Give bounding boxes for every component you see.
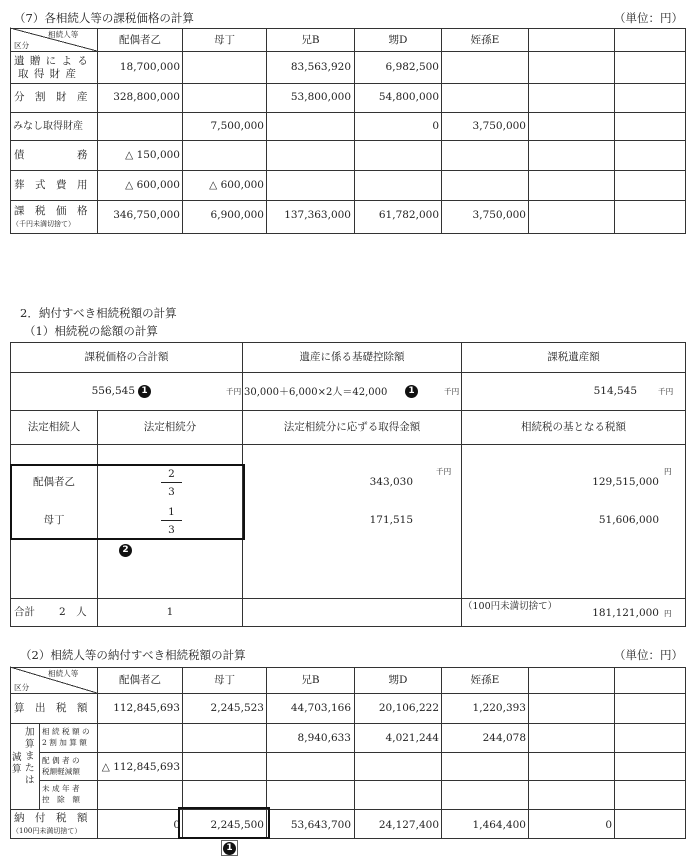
marker-2: 2 bbox=[119, 544, 132, 557]
vertical-label-char: 算 bbox=[25, 739, 35, 750]
taxable-value-cell: 346,750,000 bbox=[113, 209, 180, 221]
adjustment-cell: 244,078 bbox=[482, 732, 526, 744]
header-base-tax: 相続税の基となる税額 bbox=[521, 421, 626, 433]
header-heirs-label: 相続人等 bbox=[48, 669, 79, 678]
header-legal-share: 法定相続分 bbox=[143, 421, 197, 433]
subsection-title: （1）相続税の総額の計算 bbox=[24, 324, 158, 338]
heir-header: 甥D bbox=[388, 674, 408, 686]
heir-header: 姪孫E bbox=[470, 34, 500, 46]
payable-tax-cell: 0 bbox=[173, 819, 180, 831]
calculated-tax-cell: 44,703,166 bbox=[290, 702, 351, 714]
unit-label: 千円 bbox=[658, 387, 674, 396]
section-title-taxable-value: （7）各相続人等の課税価格の計算 bbox=[14, 11, 194, 25]
taxable-value-cell: △ 150,000 bbox=[125, 149, 180, 161]
payable-tax-cell: 24,127,400 bbox=[378, 819, 439, 831]
share-denominator: 3 bbox=[168, 486, 175, 498]
payable-tax-cell: 2,245,500 bbox=[210, 819, 264, 831]
row-label: 課 税 価 格 bbox=[14, 205, 88, 217]
header-category-label: 区分 bbox=[14, 683, 30, 692]
taxable-value-cell: 137,363,000 bbox=[284, 209, 351, 221]
header-heirs-label: 相続人等 bbox=[48, 30, 79, 39]
unit-label: （単位：円） bbox=[614, 11, 683, 25]
highlight-box-mother-tax bbox=[178, 807, 270, 839]
rounding-note: （100円未満切捨て） bbox=[463, 601, 558, 612]
vertical-label-char: 算 bbox=[12, 764, 22, 775]
unit-label: （単位：円） bbox=[614, 648, 683, 662]
unit-label: 円 bbox=[664, 609, 672, 618]
header-total-taxable: 課税価格の合計額 bbox=[84, 351, 169, 363]
row-label: 税額軽減額 bbox=[42, 767, 80, 776]
share-numerator: 1 bbox=[168, 506, 175, 518]
marker-1-box bbox=[221, 840, 238, 856]
sum-heir-count: 2 人 bbox=[59, 606, 87, 618]
row-label-note: （千円未満切捨て） bbox=[12, 220, 75, 228]
legal-heir-name: 母丁 bbox=[43, 514, 65, 526]
heir-header: 母丁 bbox=[214, 674, 235, 686]
unit-label: 千円 bbox=[226, 387, 242, 396]
highlight-box-heirs bbox=[10, 464, 245, 540]
adjustment-cell: 8,940,633 bbox=[297, 732, 351, 744]
heir-header: 甥D bbox=[388, 34, 408, 46]
taxable-value-cell: 54,800,000 bbox=[378, 91, 439, 103]
header-taxable-estate: 課税遺産額 bbox=[547, 351, 600, 363]
section-title-payable-tax: （2）相続人等の納付すべき相続税額の計算 bbox=[20, 648, 246, 662]
vertical-label-char: 減 bbox=[12, 752, 22, 763]
base-tax-value: 129,515,000 bbox=[592, 476, 659, 488]
taxable-value-cell: 6,900,000 bbox=[210, 209, 264, 221]
row-label: 未 成 年 者 bbox=[42, 784, 80, 793]
basic-deduction-formula: 30,000＋6,000×2人＝42,000 bbox=[244, 387, 388, 398]
adjustment-cell: 4,021,244 bbox=[385, 732, 439, 744]
taxable-value-cell: 6,982,500 bbox=[385, 61, 439, 73]
calculated-tax-cell: 2,245,523 bbox=[210, 702, 264, 714]
taxable-value-cell: 328,800,000 bbox=[113, 91, 180, 103]
calculated-tax-cell: 1,220,393 bbox=[472, 702, 526, 714]
row-label: みなし取得財産 bbox=[13, 121, 83, 132]
heir-header: 母丁 bbox=[214, 34, 235, 46]
taxable-value-cell: 61,782,000 bbox=[378, 209, 439, 221]
section-title: 2．納付すべき相続税額の計算 bbox=[20, 306, 177, 320]
payable-tax-cell: 0 bbox=[605, 819, 612, 831]
calculated-tax-cell: 112,845,693 bbox=[113, 702, 180, 714]
taxable-value-cell: 7,500,000 bbox=[210, 120, 264, 132]
marker-1: 1 bbox=[405, 385, 418, 398]
marker-1: 1 bbox=[138, 385, 151, 398]
row-label: 配 偶 者 の bbox=[42, 756, 80, 765]
vertical-label-char: た bbox=[25, 763, 35, 774]
base-tax-value: 51,606,000 bbox=[598, 514, 659, 526]
header-legal-heir: 法定相続人 bbox=[27, 421, 81, 433]
header-amount-by-share: 法定相続分に応ずる取得金額 bbox=[283, 421, 421, 433]
taxable-estate-value: 514,545 bbox=[593, 385, 637, 397]
payable-tax-cell: 1,464,400 bbox=[472, 819, 526, 831]
unit-label: 円 bbox=[664, 467, 672, 476]
taxable-value-cell: △ 600,000 bbox=[209, 179, 264, 191]
taxable-value-cell: 3,750,000 bbox=[472, 209, 526, 221]
taxable-value-cell: 53,800,000 bbox=[290, 91, 351, 103]
row-label: 債 務 bbox=[14, 149, 88, 161]
row-label: 葬 式 費 用 bbox=[14, 179, 88, 191]
share-denominator: 3 bbox=[168, 524, 175, 536]
calculated-tax-cell: 20,106,222 bbox=[378, 702, 439, 714]
amount-by-share: 343,030 bbox=[369, 476, 413, 488]
vertical-label-char: は bbox=[25, 775, 35, 786]
unit-label: 千円 bbox=[436, 467, 452, 476]
row-label: 2 割 加 算 額 bbox=[42, 738, 87, 747]
amount-by-share: 171,515 bbox=[369, 514, 413, 526]
taxable-value-cell: 3,750,000 bbox=[472, 120, 526, 132]
payable-tax-cell: 53,643,700 bbox=[290, 819, 351, 831]
heir-header: 兄B bbox=[301, 34, 320, 46]
marker-1: 1 bbox=[223, 842, 236, 855]
heir-header: 兄B bbox=[301, 674, 320, 686]
adjustment-cell: △ 112,845,693 bbox=[101, 761, 180, 773]
row-label: 控 除 額 bbox=[42, 795, 80, 804]
row-label: 相 続 税 額 の bbox=[42, 727, 90, 736]
sum-share: 1 bbox=[166, 606, 174, 618]
taxable-value-cell: △ 600,000 bbox=[125, 179, 180, 191]
unit-label: 千円 bbox=[444, 387, 460, 396]
total-taxable-value: 556,545 bbox=[91, 385, 135, 397]
taxable-value-cell: 18,700,000 bbox=[119, 61, 180, 73]
row-label-note: （100円未満切捨て） bbox=[12, 827, 82, 835]
share-numerator: 2 bbox=[168, 468, 175, 480]
row-label-payable-tax: 納 付 税 額 bbox=[14, 812, 88, 824]
heir-header: 姪孫E bbox=[470, 674, 500, 686]
row-label-calculated-tax: 算 出 税 額 bbox=[14, 702, 88, 714]
row-label: 分 割 財 産 bbox=[14, 91, 88, 103]
row-label: 遺 贈 に よ る bbox=[14, 55, 89, 67]
total-tax-value: 181,121,000 bbox=[592, 607, 659, 619]
legal-heir-name: 配偶者乙 bbox=[33, 476, 75, 488]
header-basic-deduction: 遺産に係る基礎控除額 bbox=[299, 351, 405, 363]
sum-label: 合計 bbox=[14, 606, 35, 618]
taxable-value-cell: 0 bbox=[432, 120, 439, 132]
vertical-label-char: ま bbox=[25, 751, 35, 762]
heir-header: 配偶者乙 bbox=[119, 674, 161, 686]
vertical-label-char: 加 bbox=[25, 727, 35, 738]
heir-header: 配偶者乙 bbox=[119, 34, 161, 46]
header-category-label: 区分 bbox=[14, 41, 30, 50]
taxable-value-cell: 83,563,920 bbox=[290, 61, 351, 73]
row-label: 取 得 財 産 bbox=[18, 68, 78, 80]
